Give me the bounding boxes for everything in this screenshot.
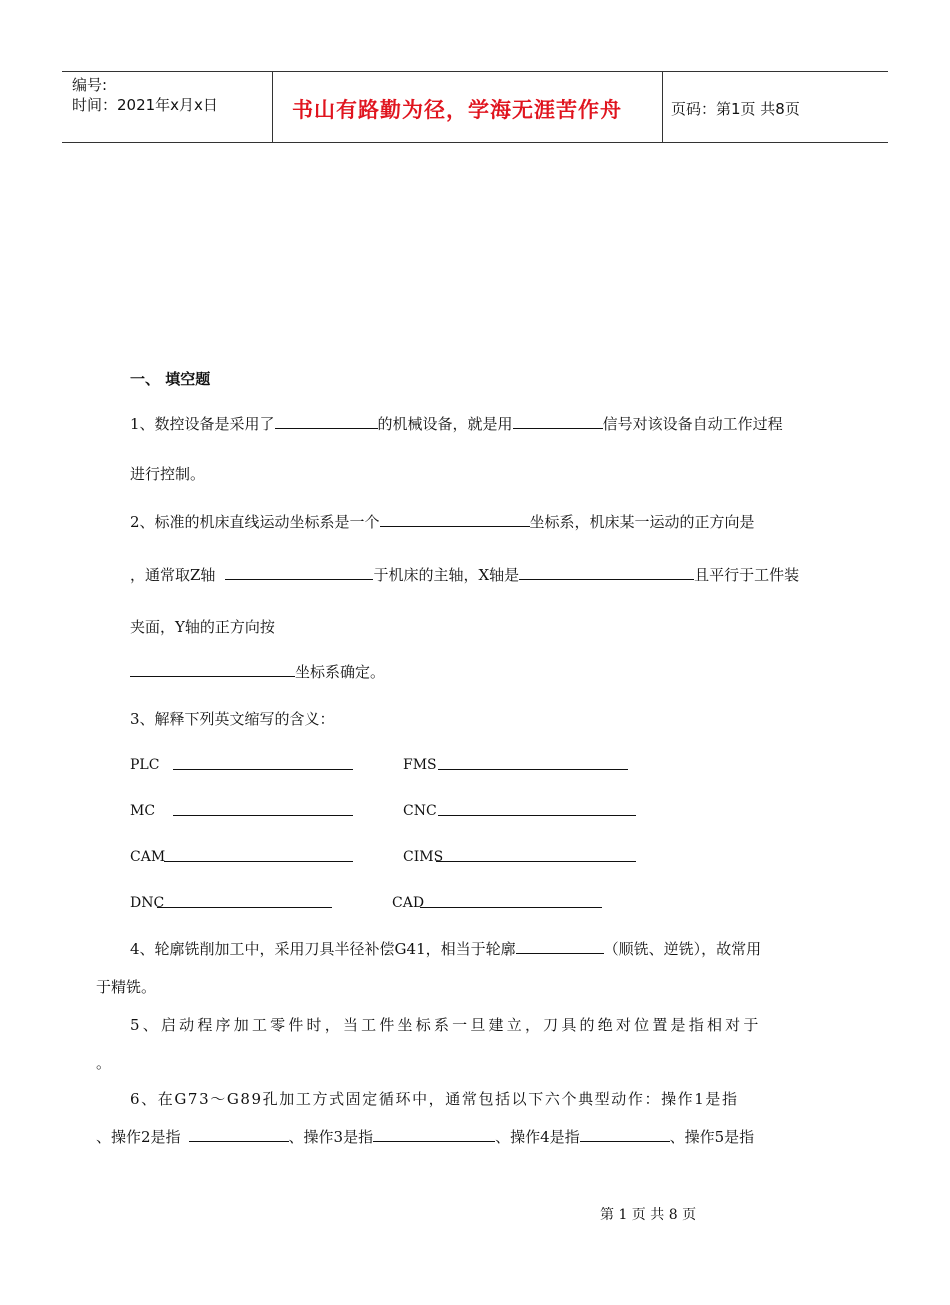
q1-blank-1[interactable] <box>275 414 378 429</box>
q1-text-b: 的机械设备，就是用 <box>377 415 513 433</box>
q1-text-a: 1、数控设备是采用了 <box>130 415 275 433</box>
question-2-line-2 <box>130 565 799 585</box>
abbr-plc: PLC <box>130 757 160 773</box>
abbr-mc-blank[interactable] <box>173 801 353 816</box>
header-divider-left <box>272 71 273 142</box>
q2-blank-3[interactable] <box>519 565 694 580</box>
question-5-line-1: 5、启动程序加工零件时，当工件坐标系一旦建立，刀具的绝对位置是指相对于 <box>130 1016 762 1034</box>
question-6-line-2 <box>96 1127 754 1147</box>
q6-text-d: 、操作4是指 <box>495 1128 580 1146</box>
q2-blank-2[interactable] <box>225 565 373 580</box>
question-4-line-1 <box>130 939 761 959</box>
abbr-fms: FMS <box>403 757 437 773</box>
abbr-cims: CIMS <box>403 849 444 865</box>
abbr-cam: CAM <box>130 849 166 865</box>
header-divider-right <box>662 71 663 142</box>
q1-text-c: 信号对该设备自动工作过程 <box>602 415 783 433</box>
question-2-line-4 <box>130 662 385 682</box>
q6-text-b: 、操作2是指 <box>96 1128 181 1146</box>
abbr-cad: CAD <box>392 895 425 911</box>
page-footer: 第 1 页 共 8 页 <box>600 1207 697 1223</box>
abbr-mc: MC <box>130 803 156 819</box>
header-motto: 书山有路勤为径，学海无涯苦作舟 <box>292 98 622 122</box>
q6-text-e: 、操作5是指 <box>669 1128 755 1146</box>
abbr-fms-blank[interactable] <box>438 755 628 770</box>
abbr-cnc: CNC <box>403 803 437 819</box>
question-6-line-1: 6、在G73～G89孔加工方式固定循环中，通常包括以下六个典型动作：操作1是指 <box>130 1090 739 1108</box>
q2-text-e: 且平行于工件装 <box>694 566 800 584</box>
abbr-cims-blank[interactable] <box>436 847 636 862</box>
abbr-plc-blank[interactable] <box>173 755 353 770</box>
question-1-line-2: 进行控制。 <box>130 465 206 483</box>
q2-text-b: 坐标系，机床某一运动的正方向是 <box>529 513 755 531</box>
abbr-cad-blank[interactable] <box>420 893 602 908</box>
question-4-line-2: 于精铣。 <box>96 978 157 996</box>
q2-text-g: 坐标系确定。 <box>295 663 386 681</box>
q6-blank-3[interactable] <box>580 1127 670 1142</box>
q1-blank-2[interactable] <box>513 414 603 429</box>
q6-text-c: 、操作3是指 <box>288 1128 374 1146</box>
q6-blank-2[interactable] <box>373 1127 495 1142</box>
section-title: 一、 填空题 <box>130 370 211 388</box>
question-2-line-3: 夹面，Y轴的正方向按 <box>130 618 275 636</box>
q2-text-c: ，通常取Z轴 <box>130 566 216 584</box>
q2-blank-4[interactable] <box>130 662 295 677</box>
header-number-label: 编号: <box>72 76 108 94</box>
q4-text-a: 4、轮廓铣削加工中，采用刀具半径补偿G41，相当于轮廓 <box>130 940 516 958</box>
abbr-dnc: DNC <box>130 895 165 911</box>
q2-text-d: 于机床的主轴，X轴是 <box>373 566 520 584</box>
q2-blank-1[interactable] <box>380 512 530 527</box>
question-1-line-1 <box>130 414 783 434</box>
header-bottom-rule <box>62 142 888 143</box>
question-2-line-1 <box>130 512 755 532</box>
question-5-line-2: 。 <box>96 1054 112 1072</box>
abbr-dnc-blank[interactable] <box>157 893 332 908</box>
q6-blank-1[interactable] <box>189 1127 289 1142</box>
q4-text-b: （顺铣、逆铣），故常用 <box>603 940 762 958</box>
question-3-title: 3、解释下列英文缩写的含义： <box>130 710 335 728</box>
header-page-label: 页码：第1页 共8页 <box>671 100 800 118</box>
header-time-label: 时间：2021年x月x日 <box>72 96 218 114</box>
q4-blank-1[interactable] <box>516 939 604 954</box>
abbr-cam-blank[interactable] <box>164 847 353 862</box>
header-top-rule <box>62 71 888 72</box>
q2-text-a: 2、标准的机床直线运动坐标系是一个 <box>130 513 380 531</box>
abbr-cnc-blank[interactable] <box>438 801 636 816</box>
